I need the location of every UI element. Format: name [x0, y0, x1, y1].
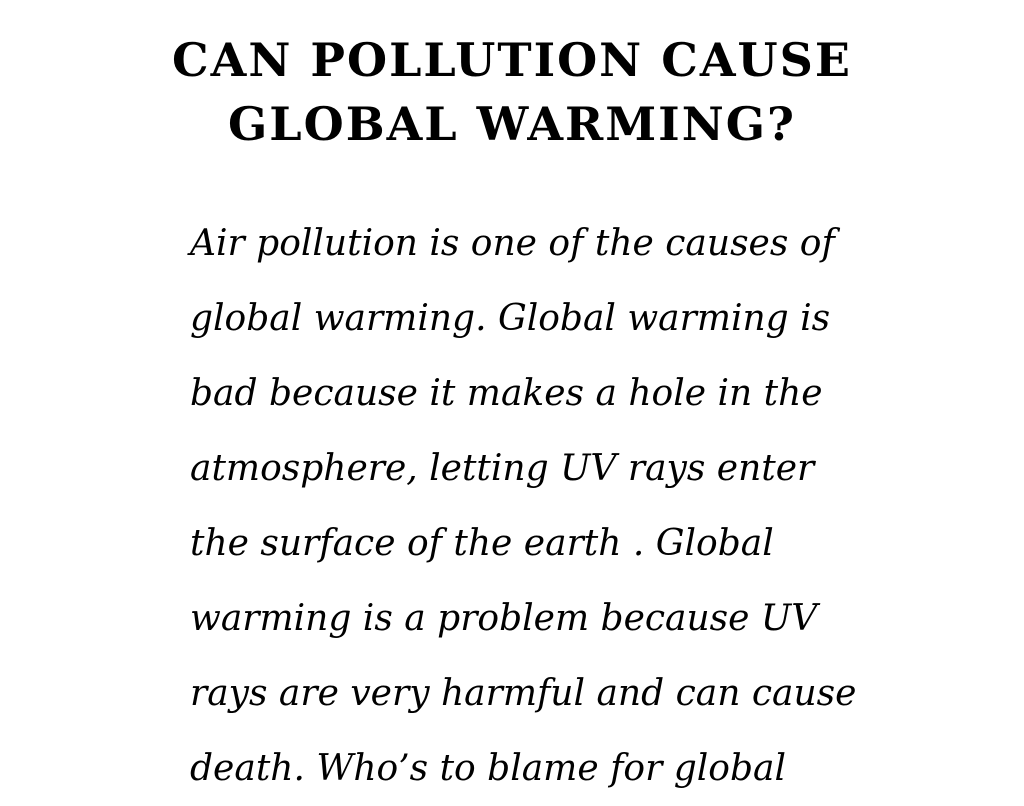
slide-body-text	[190, 206, 890, 806]
body-line: bad because it makes a hole in the	[190, 373, 823, 414]
body-line: rays are very harmful and can cause	[190, 673, 857, 714]
body-line: death. Who’s to blame for global	[190, 748, 786, 789]
body-line: atmosphere, letting UV rays enter	[190, 448, 815, 489]
body-line: the surface of the earth . Global	[190, 523, 774, 564]
body-line: warming is a problem because UV	[190, 598, 818, 639]
body-line: Air pollution is one of the causes of	[190, 223, 835, 264]
body-line: global warming. Global warming is	[190, 298, 831, 339]
slide-title: CAN POLLUTION CAUSE GLOBAL WARMING?	[172, 33, 852, 151]
